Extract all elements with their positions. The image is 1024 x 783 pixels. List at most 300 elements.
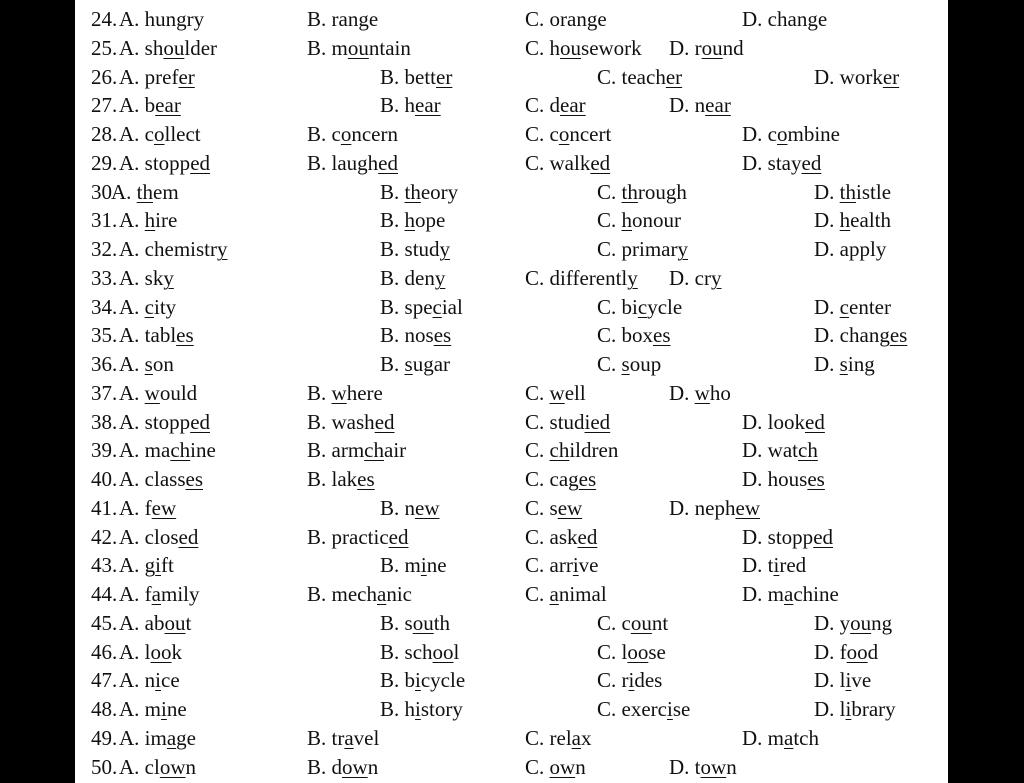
underlined-part: ew — [735, 495, 760, 520]
question-row — [75, 5, 948, 34]
option-letter: C. — [525, 467, 550, 491]
option-letter: A. — [119, 639, 145, 664]
option-word: lakes — [331, 467, 375, 491]
option-letter: A. — [119, 35, 145, 60]
option-word: primary — [621, 237, 688, 261]
option-word: food — [839, 639, 879, 664]
question-number: 43. — [91, 553, 118, 578]
question-row — [75, 379, 948, 408]
option-a — [119, 149, 210, 178]
question-number: 34. — [91, 294, 118, 319]
underlined-part: ed — [374, 409, 395, 434]
option-a — [119, 293, 176, 322]
option-letter: B. — [380, 697, 405, 721]
underlined-part: ow — [159, 754, 186, 779]
question-number: 45. — [91, 610, 118, 635]
option-d — [742, 149, 821, 178]
option-letter: A. — [119, 237, 145, 261]
option-a — [119, 63, 195, 92]
option-letter: A. — [119, 265, 145, 290]
option-word: better — [404, 64, 453, 89]
option-letter: B. — [307, 754, 332, 779]
option-d — [742, 724, 819, 753]
option-a — [119, 551, 174, 580]
option-word: family — [144, 582, 200, 606]
option-b — [307, 724, 379, 753]
option-letter: B. — [307, 409, 332, 434]
option-c — [597, 695, 690, 724]
option-b — [307, 408, 395, 437]
option-word: round — [694, 35, 744, 60]
worksheet-page — [75, 0, 948, 783]
option-word: about — [144, 610, 192, 635]
option-a — [119, 120, 201, 149]
option-a — [119, 724, 196, 753]
option-c — [597, 293, 682, 322]
option-letter: A. — [119, 697, 145, 721]
underlined-part: c — [637, 294, 648, 319]
question-row — [75, 91, 948, 120]
option-a — [119, 5, 204, 34]
option-b — [380, 178, 458, 207]
option-word: concern — [331, 122, 398, 146]
option-c — [525, 379, 586, 408]
question-number: 50. — [91, 754, 118, 779]
option-word: count — [621, 610, 669, 635]
question-number: 47. — [91, 668, 118, 693]
underlined-part: th — [839, 179, 857, 204]
option-word: health — [839, 208, 891, 233]
option-a — [119, 91, 181, 120]
option-word: change — [767, 7, 828, 31]
option-letter: D. — [814, 208, 840, 233]
question-row — [75, 638, 948, 667]
underlined-part: th — [136, 179, 154, 204]
underlined-part: ow — [700, 754, 727, 779]
option-word: special — [404, 294, 463, 319]
underlined-part: ed — [190, 150, 211, 175]
option-letter: C. — [597, 639, 622, 664]
option-letter: C. — [525, 582, 550, 606]
option-letter: A. — [119, 294, 145, 319]
question-number: 36. — [91, 352, 118, 376]
option-word: live — [839, 668, 872, 693]
underlined-part: ou — [163, 35, 185, 60]
option-letter: D. — [742, 725, 768, 750]
question-number: 49. — [91, 725, 118, 750]
option-letter: B. — [307, 467, 332, 491]
underlined-part: ch — [364, 438, 384, 463]
option-word: them — [136, 179, 179, 204]
option-word: young — [839, 610, 893, 635]
underlined-part: ou — [850, 610, 872, 635]
option-word: washed — [331, 409, 395, 434]
option-letter: B. — [380, 495, 405, 520]
option-letter: D. — [669, 380, 695, 405]
option-letter: D. — [814, 697, 840, 721]
option-letter: B. — [380, 553, 405, 578]
option-c — [597, 178, 687, 207]
underlined-part: ou — [701, 35, 723, 60]
question-row — [75, 178, 948, 207]
option-word: nephew — [694, 495, 760, 520]
question-number: 29. — [91, 150, 118, 175]
option-b — [307, 149, 398, 178]
option-d — [814, 609, 892, 638]
question-number: 27. — [91, 93, 118, 118]
option-word: tired — [767, 553, 807, 578]
option-a — [119, 235, 227, 264]
option-letter: D. — [814, 237, 840, 261]
option-b — [307, 34, 411, 63]
underlined-part: y — [627, 265, 638, 290]
underlined-part: i — [773, 553, 780, 578]
underlined-part: ou — [412, 610, 434, 635]
option-a — [119, 695, 187, 724]
option-c — [525, 436, 618, 465]
question-row — [75, 465, 948, 494]
option-d — [742, 408, 825, 437]
option-word: well — [549, 380, 586, 405]
underlined-part: er — [882, 64, 900, 89]
option-word: few — [144, 495, 177, 520]
option-word: mechanic — [331, 582, 412, 606]
option-d — [669, 494, 760, 523]
underlined-part: o — [777, 122, 788, 146]
option-d — [742, 523, 833, 552]
option-letter: C. — [597, 352, 622, 376]
option-letter: B. — [380, 352, 405, 376]
underlined-part: ou — [347, 35, 369, 60]
option-letter: C. — [525, 150, 550, 175]
underlined-part: a — [549, 582, 559, 606]
option-word: practiced — [331, 524, 409, 549]
option-word: mountain — [331, 35, 411, 60]
underlined-part: ou — [560, 35, 582, 60]
option-word: teacher — [621, 64, 683, 89]
option-d — [742, 436, 818, 465]
option-word: range — [331, 7, 379, 31]
underlined-part: ew — [151, 495, 177, 520]
option-letter: D. — [669, 265, 695, 290]
option-letter: B. — [307, 122, 332, 146]
option-c — [525, 34, 642, 63]
question-row — [75, 34, 948, 63]
option-word: gift — [144, 553, 174, 578]
underlined-part: w — [694, 380, 710, 405]
option-letter: A. — [119, 7, 145, 31]
option-word: cry — [694, 265, 722, 290]
option-letter: C. — [597, 668, 622, 693]
option-word: thistle — [839, 179, 892, 204]
question-row — [75, 666, 948, 695]
option-a — [119, 264, 174, 293]
option-word: bicycle — [404, 668, 466, 693]
underlined-part: ou — [164, 610, 186, 635]
underlined-part: es — [578, 467, 597, 491]
option-a — [119, 408, 210, 437]
option-c — [525, 523, 597, 552]
option-word: apply — [839, 237, 887, 261]
underlined-part: i — [155, 553, 162, 578]
option-letter: B. — [380, 610, 405, 635]
underlined-part: ear — [705, 93, 731, 118]
question-number: 24. — [91, 7, 118, 31]
question-row — [75, 149, 948, 178]
underlined-part: ed — [178, 524, 199, 549]
option-letter: D. — [742, 467, 768, 491]
option-a — [119, 465, 203, 494]
option-word: near — [694, 93, 731, 118]
question-row — [75, 235, 948, 264]
underlined-part: a — [784, 725, 794, 750]
option-letter: B. — [307, 524, 332, 549]
underlined-part: es — [653, 323, 671, 348]
underlined-part: i — [415, 697, 421, 721]
option-word: bicycle — [621, 294, 683, 319]
question-number: 35. — [91, 323, 118, 348]
question-number: 42. — [91, 524, 118, 549]
option-d — [669, 91, 731, 120]
option-word: study — [404, 237, 451, 261]
option-word: through — [621, 179, 687, 204]
option-letter: D. — [814, 668, 840, 693]
option-letter: A. — [119, 668, 145, 693]
option-letter: C. — [597, 294, 622, 319]
option-c — [525, 149, 610, 178]
option-letter: A. — [119, 553, 145, 578]
option-word: cages — [549, 467, 597, 491]
underlined-part: y — [434, 265, 446, 290]
question-number: 41. — [91, 495, 118, 520]
option-word: arrive — [549, 553, 599, 578]
option-letter: C. — [597, 64, 622, 89]
option-word: children — [549, 438, 619, 463]
option-word: studied — [549, 409, 611, 434]
option-letter: B. — [380, 237, 405, 261]
question-row — [75, 523, 948, 552]
option-letter: D. — [669, 93, 695, 118]
option-word: differently — [549, 265, 638, 290]
option-word: noses — [404, 323, 452, 348]
option-letter: C. — [525, 122, 550, 146]
option-letter: D. — [814, 323, 840, 348]
underlined-part: ed — [813, 524, 834, 549]
option-a — [111, 178, 179, 207]
option-word: sky — [144, 265, 174, 290]
option-b — [307, 436, 406, 465]
option-word: deny — [404, 265, 446, 290]
option-d — [814, 695, 896, 724]
option-b — [380, 638, 459, 667]
underlined-part: ch — [170, 438, 191, 463]
option-letter: C. — [525, 93, 550, 118]
option-d — [814, 321, 907, 350]
underlined-part: ed — [805, 409, 825, 434]
question-row — [75, 580, 948, 609]
option-word: south — [404, 610, 451, 635]
option-word: watch — [767, 438, 818, 463]
underlined-part: es — [185, 467, 203, 491]
option-letter: B. — [307, 380, 332, 405]
option-letter: D. — [742, 150, 768, 175]
option-letter: A. — [119, 93, 145, 118]
option-word: stopped — [144, 409, 211, 434]
question-row — [75, 436, 948, 465]
option-word: hire — [144, 208, 178, 233]
option-a — [119, 609, 191, 638]
underlined-part: ear — [415, 93, 441, 118]
underlined-part: i — [572, 553, 579, 578]
option-b — [380, 695, 463, 724]
question-number: 26. — [91, 64, 118, 89]
option-letter: A. — [119, 495, 145, 520]
option-letter: B. — [307, 438, 332, 463]
question-number: 32. — [91, 237, 118, 261]
option-word: chemistry — [144, 237, 228, 261]
option-b — [380, 666, 465, 695]
option-letter: C. — [597, 610, 622, 635]
question-number: 33. — [91, 265, 118, 290]
option-c — [525, 465, 596, 494]
option-letter: A. — [119, 610, 145, 635]
option-word: where — [331, 380, 383, 405]
option-word: orange — [549, 7, 607, 31]
option-c — [525, 551, 599, 580]
underlined-part: ed — [190, 409, 211, 434]
underlined-part: ed — [801, 150, 822, 175]
option-word: walked — [549, 150, 611, 175]
question-number: 25. — [91, 35, 118, 60]
option-letter: B. — [380, 265, 405, 290]
question-row — [75, 264, 948, 293]
option-letter: B. — [307, 725, 332, 750]
underlined-part: th — [404, 179, 421, 204]
option-word: sugar — [404, 352, 451, 376]
option-word: library — [839, 697, 896, 721]
option-letter: D. — [814, 294, 840, 319]
question-row — [75, 695, 948, 724]
underlined-part: a — [166, 725, 177, 750]
underlined-part: er — [665, 64, 683, 89]
option-word: town — [694, 754, 737, 779]
option-b — [380, 609, 450, 638]
option-d — [814, 63, 899, 92]
option-letter: D. — [814, 610, 840, 635]
underlined-part: o — [154, 122, 165, 146]
question-number: 40. — [91, 467, 118, 491]
option-letter: D. — [742, 122, 768, 146]
question-number: 37. — [91, 380, 118, 405]
question-number: 31. — [91, 208, 118, 233]
option-word: combine — [767, 122, 840, 146]
option-word: boxes — [621, 323, 671, 348]
option-word: dear — [549, 93, 586, 118]
underlined-part: a — [151, 582, 161, 606]
underlined-part: s — [144, 352, 153, 376]
option-word: soup — [621, 352, 662, 376]
option-b — [380, 293, 463, 322]
option-word: history — [404, 697, 463, 721]
option-b — [307, 120, 398, 149]
option-d — [669, 264, 722, 293]
option-word: sing — [839, 352, 875, 376]
question-number: 38. — [91, 409, 118, 434]
option-letter: B. — [380, 668, 405, 693]
option-letter: C. — [525, 553, 550, 578]
question-row — [75, 724, 948, 753]
option-c — [597, 666, 662, 695]
underlined-part: a — [344, 725, 354, 750]
option-b — [307, 580, 412, 609]
option-letter: D. — [669, 495, 695, 520]
option-word: would — [144, 380, 198, 405]
underlined-part: o — [340, 122, 352, 146]
underlined-part: i — [415, 668, 421, 693]
question-row — [75, 494, 948, 523]
option-c — [525, 5, 607, 34]
option-word: concert — [549, 122, 612, 146]
underlined-part: ow — [549, 754, 576, 779]
option-word: sew — [549, 495, 583, 520]
option-a — [119, 580, 200, 609]
underlined-part: s — [621, 352, 630, 376]
underlined-part: es — [357, 467, 375, 491]
option-c — [525, 724, 592, 753]
option-d — [669, 379, 731, 408]
question-row — [75, 753, 948, 782]
option-letter: D. — [742, 582, 768, 606]
option-letter: A. — [119, 409, 145, 434]
option-b — [380, 494, 440, 523]
option-letter: B. — [380, 294, 405, 319]
option-letter: A. — [119, 725, 145, 750]
option-word: honour — [621, 208, 682, 233]
option-word: look — [144, 639, 183, 664]
option-letter: A. — [119, 122, 145, 146]
option-d — [742, 465, 825, 494]
underlined-part: y — [677, 237, 688, 261]
underlined-part: ed — [577, 524, 598, 549]
option-d — [814, 638, 878, 667]
option-word: stopped — [144, 150, 211, 175]
underlined-part: s — [839, 352, 848, 376]
option-word: hear — [404, 93, 441, 118]
underlined-part: ed — [388, 524, 409, 549]
option-word: center — [839, 294, 891, 319]
option-letter: C. — [597, 179, 622, 204]
option-d — [742, 551, 806, 580]
option-letter: C. — [525, 495, 550, 520]
underlined-part: ear — [560, 93, 586, 118]
option-c — [525, 580, 607, 609]
option-letter: D. — [814, 179, 840, 204]
underlined-part: ow — [342, 754, 368, 779]
option-word: houses — [767, 467, 825, 491]
option-d — [669, 34, 744, 63]
option-d — [814, 293, 891, 322]
option-letter: C. — [525, 725, 550, 750]
option-letter: A. — [119, 754, 145, 779]
option-letter: C. — [525, 7, 550, 31]
option-a — [119, 666, 180, 695]
underlined-part: i — [161, 697, 167, 721]
underlined-part: w — [549, 380, 565, 405]
underlined-part: c — [839, 294, 849, 319]
option-b — [380, 350, 450, 379]
option-letter: C. — [597, 208, 622, 233]
option-letter: C. — [525, 438, 550, 463]
